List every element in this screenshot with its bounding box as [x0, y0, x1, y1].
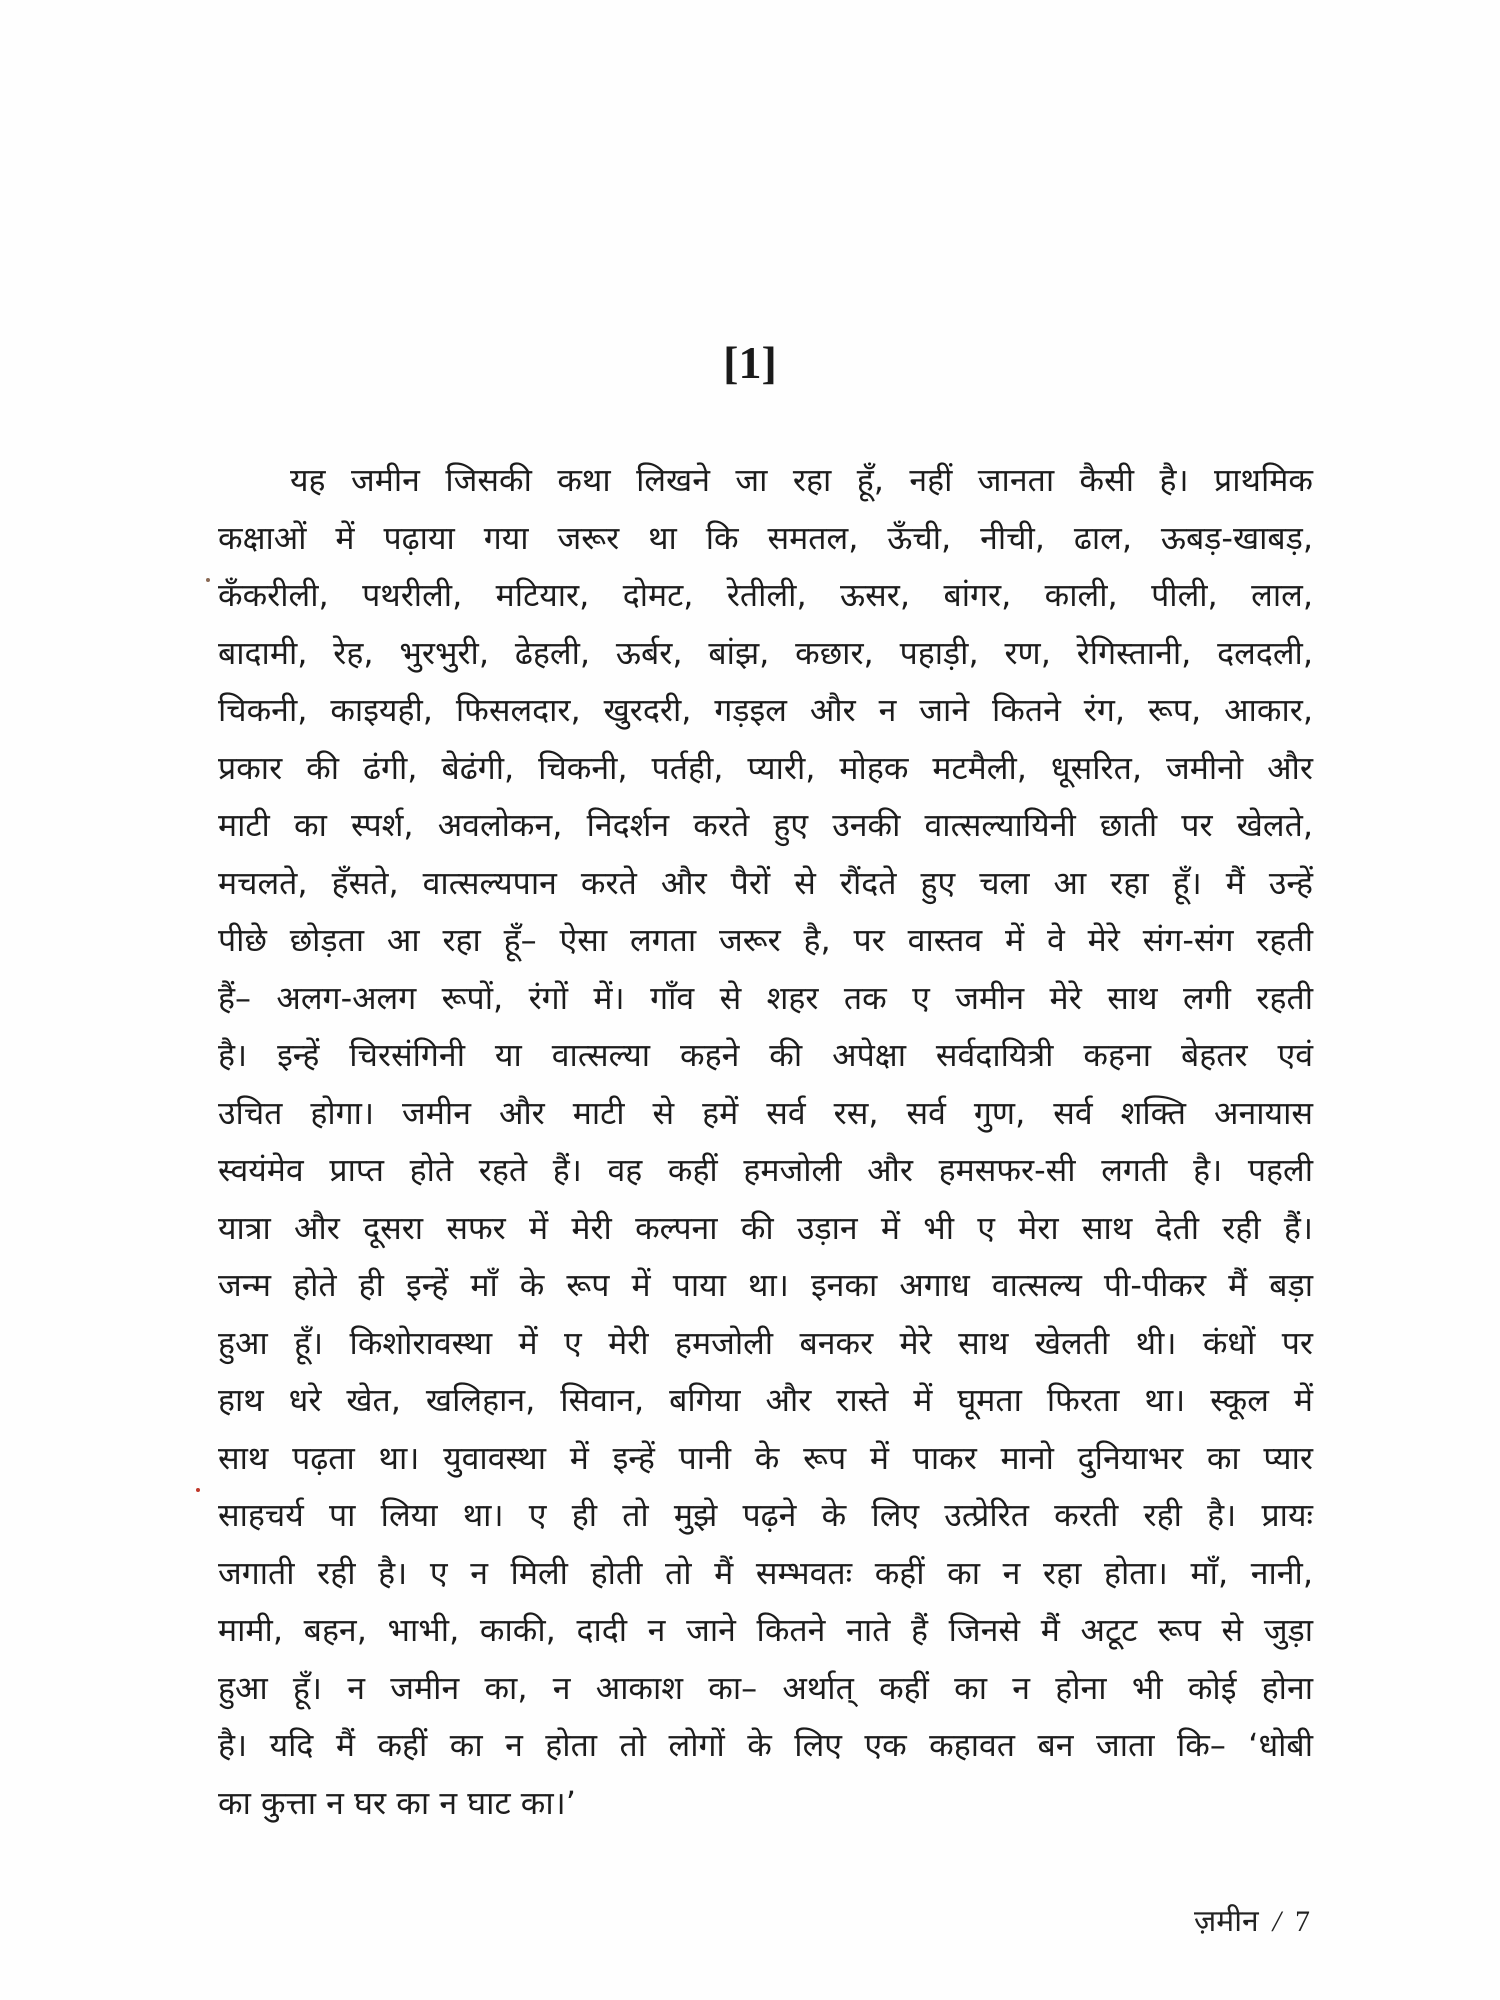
paragraph-line: यह जमीन जिसकी कथा लिखने जा रहा हूँ, नहीं जानता कैसी है। प्राथमिक — [290, 461, 1313, 499]
paragraph-line: जन्म होते ही इन्हें माँ के रूप में पाया था। इनका अगाध वात्सल्य पी-पीकर मैं बड़ा — [218, 1266, 1313, 1304]
footer-book-title: ज़मीन — [1194, 1904, 1259, 1939]
paragraph-line: स्वयंमेव प्राप्त होते रहते हैं। वह कहीं हमजोली और हमसफर-सी लगती है। पहली — [218, 1151, 1313, 1189]
paragraph-line: मामी, बहन, भाभी, काकी, दादी न जाने कितने नाते हैं जिनसे मैं अटूट रूप से जुड़ा — [218, 1611, 1313, 1649]
page-number: 7 — [1295, 1905, 1310, 1938]
paragraph-line: प्रकार की ढंगी, बेढंगी, चिकनी, पर्तही, प्यारी, मोहक मटमैली, धूसरित, जमीनो और — [218, 748, 1313, 787]
paragraph-line: माटी का स्पर्श, अवलोकन, निदर्शन करते हुए उनकी वात्सल्यायिनी छाती पर खेलते, — [218, 806, 1313, 844]
paragraph-line: कक्षाओं में पढ़ाया गया जरूर था कि समतल, ऊँची, नीची, ढाल, ऊबड़-खाबड़, — [218, 518, 1313, 557]
paragraph-line: मचलते, हँसते, वात्सल्यपान करते और पैरों से रौंदते हुए चला आ रहा हूँ। मैं उन्हें — [218, 863, 1313, 902]
paragraph-line: है। इन्हें चिरसंगिनी या वात्सल्या कहने की अपेक्षा सर्वदायित्री कहना बेहतर एवं — [218, 1036, 1313, 1074]
paragraph-line: का कुत्ता न घर का न घाट का।’ — [218, 1783, 576, 1822]
paragraph-line: जगाती रही है। ए न मिली होती तो मैं सम्भवतः कहीं का न रहा होता। माँ, नानी, — [218, 1553, 1313, 1592]
footer-separator: / — [1272, 1905, 1281, 1938]
paragraph-line: यात्रा और दूसरा सफर में मेरी कल्पना की उड़ान में भी ए मेरा साथ देती रही हैं। — [218, 1208, 1313, 1247]
paragraph-line: हुआ हूँ। न जमीन का, न आकाश का– अर्थात् कहीं का न होना भी कोई होना — [218, 1668, 1313, 1707]
paragraph-line: पीछे छोड़ता आ रहा हूँ– ऐसा लगता जरूर है, पर वास्तव में वे मेरे संग-संग रहती — [218, 921, 1313, 959]
paragraph-line: चिकनी, काइयही, फिसलदार, खुरदरी, गड़इल और न जाने कितने रंग, रूप, आकार, — [218, 691, 1313, 729]
paragraph-line: साथ पढ़ता था। युवावस्था में इन्हें पानी के रूप में पाकर मानो दुनियाभर का प्यार — [218, 1438, 1313, 1477]
paper-speck — [206, 578, 210, 582]
chapter-paragraph — [218, 452, 1313, 1832]
paragraph-line: हुआ हूँ। किशोरावस्था में ए मेरी हमजोली बनकर मेरे साथ खेलती थी। कंधों पर — [218, 1323, 1313, 1362]
paragraph-line: कँकरीली, पथरीली, मटियार, दोमट, रेतीली, ऊसर, बांगर, काली, पीली, लाल, — [218, 576, 1313, 614]
running-footer — [1194, 1902, 1310, 1942]
paragraph-line: हाथ धरे खेत, खलिहान, सिवान, बगिया और रास्ते में घूमता फिरता था। स्कूल में — [218, 1381, 1313, 1419]
paragraph-line: बादामी, रेह, भुरभुरी, ढेहली, ऊर्बर, बांझ, कछार, पहाड़ी, रण, रेगिस्तानी, दलदली, — [218, 633, 1313, 672]
paragraph-line: साहचर्य पा लिया था। ए ही तो मुझे पढ़ने के लिए उत्प्रेरित करती रही है। प्रायः — [218, 1496, 1313, 1534]
paragraph-line: उचित होगा। जमीन और माटी से हमें सर्व रस, सर्व गुण, सर्व शक्ति अनायास — [218, 1093, 1313, 1132]
paragraph-line: है। यदि मैं कहीं का न होता तो लोगों के लिए एक कहावत बन जाता कि– ‘धोबी — [218, 1726, 1313, 1764]
ink-speck — [196, 1488, 200, 1492]
paragraph-line: हैं– अलग-अलग रूपों, रंगों में। गाँव से शहर तक ए जमीन मेरे साथ लगी रहती — [218, 978, 1313, 1017]
chapter-heading: [1] — [723, 337, 777, 388]
